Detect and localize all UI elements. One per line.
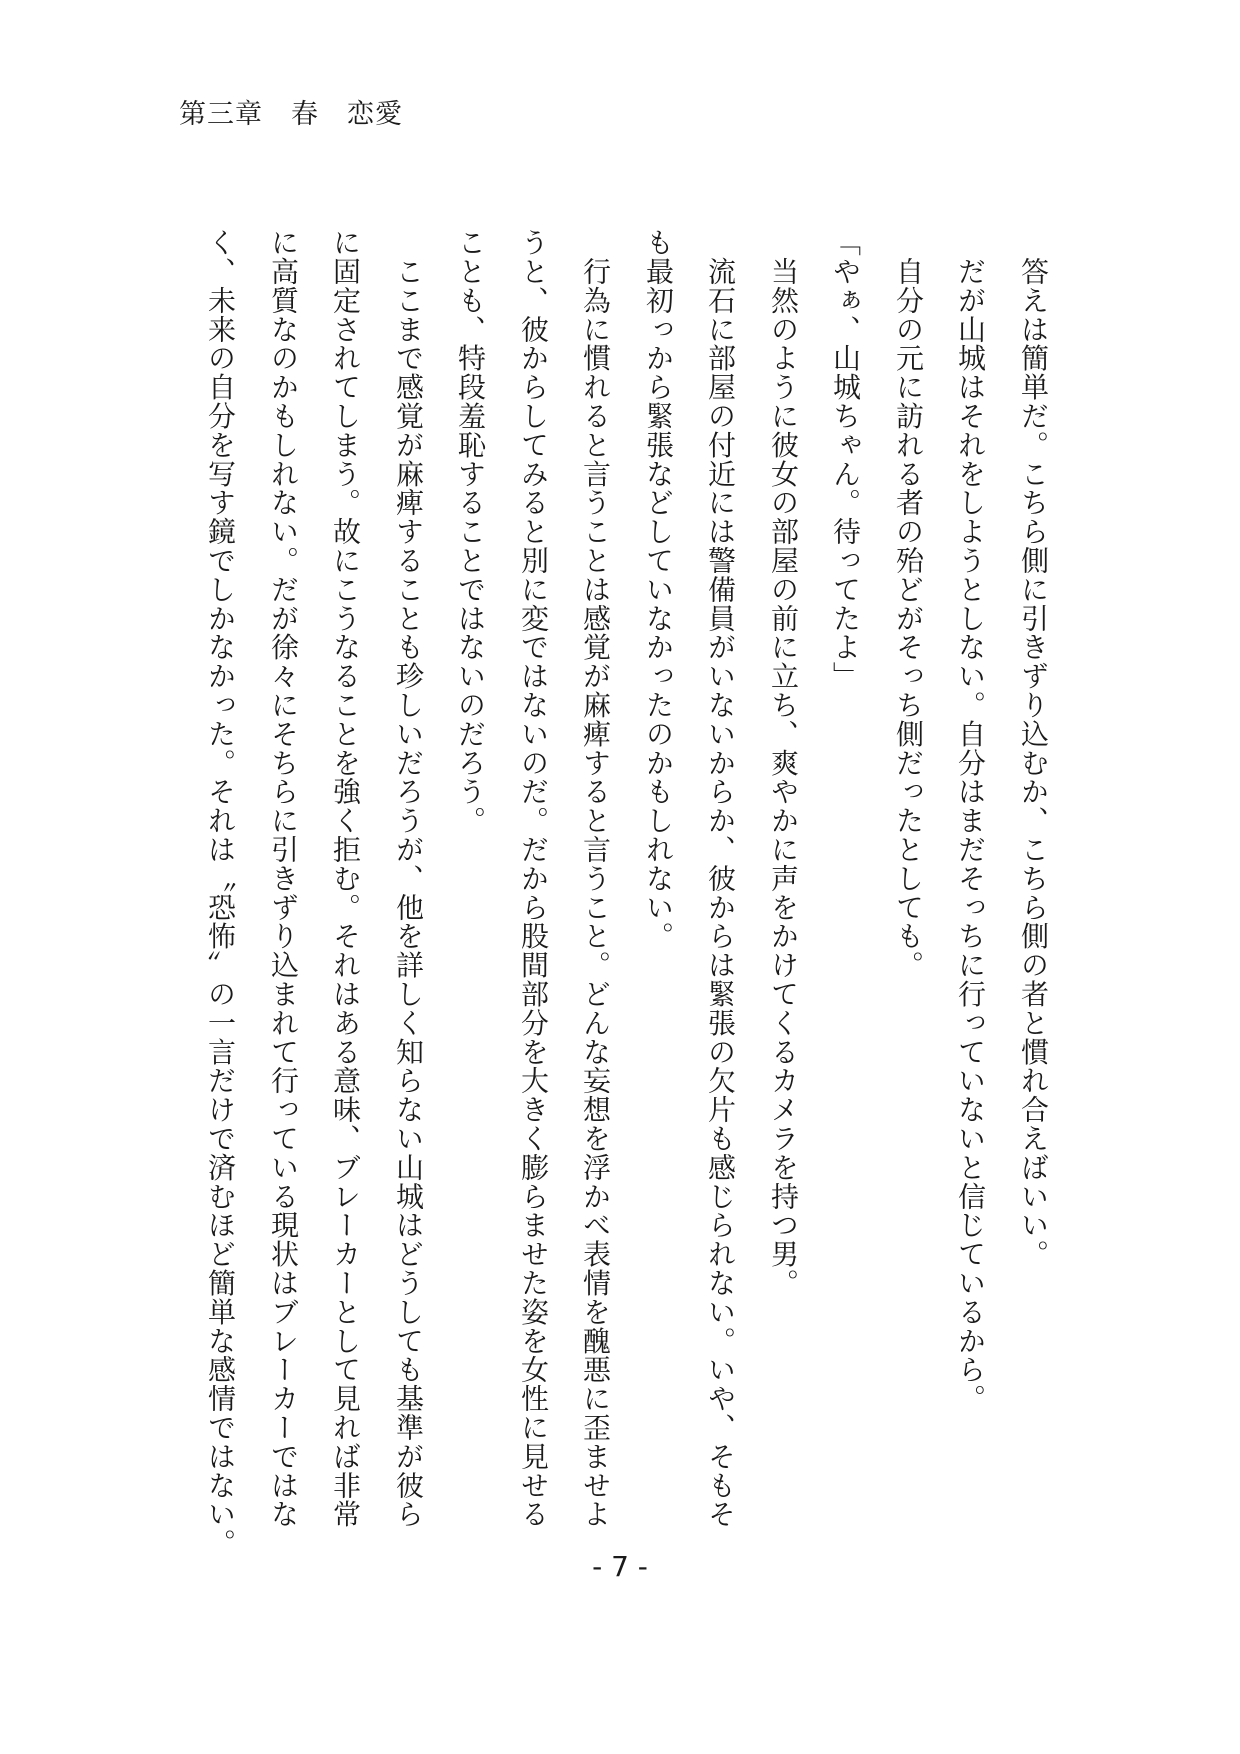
- page-number: - 7 -: [592, 1550, 648, 1583]
- chapter-title: 第三章 春 恋愛: [179, 99, 403, 130]
- text-column: 答えは簡単だ。こちら側に引きずり込むか、こちら側の者と慣れ合えばいい。: [1017, 228, 1050, 1269]
- text-column: に高質なのかもしれない。だが徐々にそちらに引きずり込まれて行っている現状はブレーカーではな: [267, 228, 300, 1529]
- text-column: に固定されてしまう。故にこうなることを強く拒む。それはある意味、ブレーカーとして見れば非常: [329, 228, 362, 1529]
- text-column: だが山城はそれをしようとしない。自分はまだそっちに行っていないと信じているから。: [954, 228, 987, 1413]
- text-column: ここまで感覚が麻痺することも珍しいだろうが、他を詳しく知らない山城はどうしても基準が彼ら: [392, 228, 425, 1529]
- text-column: 当然のように彼女の部屋の前に立ち、爽やかに声をかけてくるカメラを持つ男。: [767, 228, 800, 1298]
- text-column: うと、彼からしてみると別に変ではないのだ。だから股間部分を大きく膨らませた姿を女性に見せる: [517, 228, 550, 1529]
- text-column: 行為に慣れると言うことは感覚が麻痺すると言うこと。どんな妄想を浮かべ表情を醜悪に歪ませよ: [579, 228, 612, 1529]
- text-column: 「やぁ、山城ちゃん。待ってたよ」: [829, 228, 862, 691]
- text-column: 自分の元に訪れる者の殆どがそっち側だったとしても。: [892, 228, 925, 980]
- text-column: ことも、特段羞恥することではないのだろう。: [454, 228, 487, 835]
- text-column: く、未来の自分を写す鏡でしかなかった。それは〝恐怖〟の一言だけで済むほど簡単な感情ではない。: [204, 228, 237, 1558]
- text-column: も最初っから緊張などしていなかったのかもしれない。: [642, 228, 675, 951]
- text-column: 流石に部屋の付近には警備員がいないからか、彼からは緊張の欠片も感じられない。いや、そもそ: [704, 228, 737, 1529]
